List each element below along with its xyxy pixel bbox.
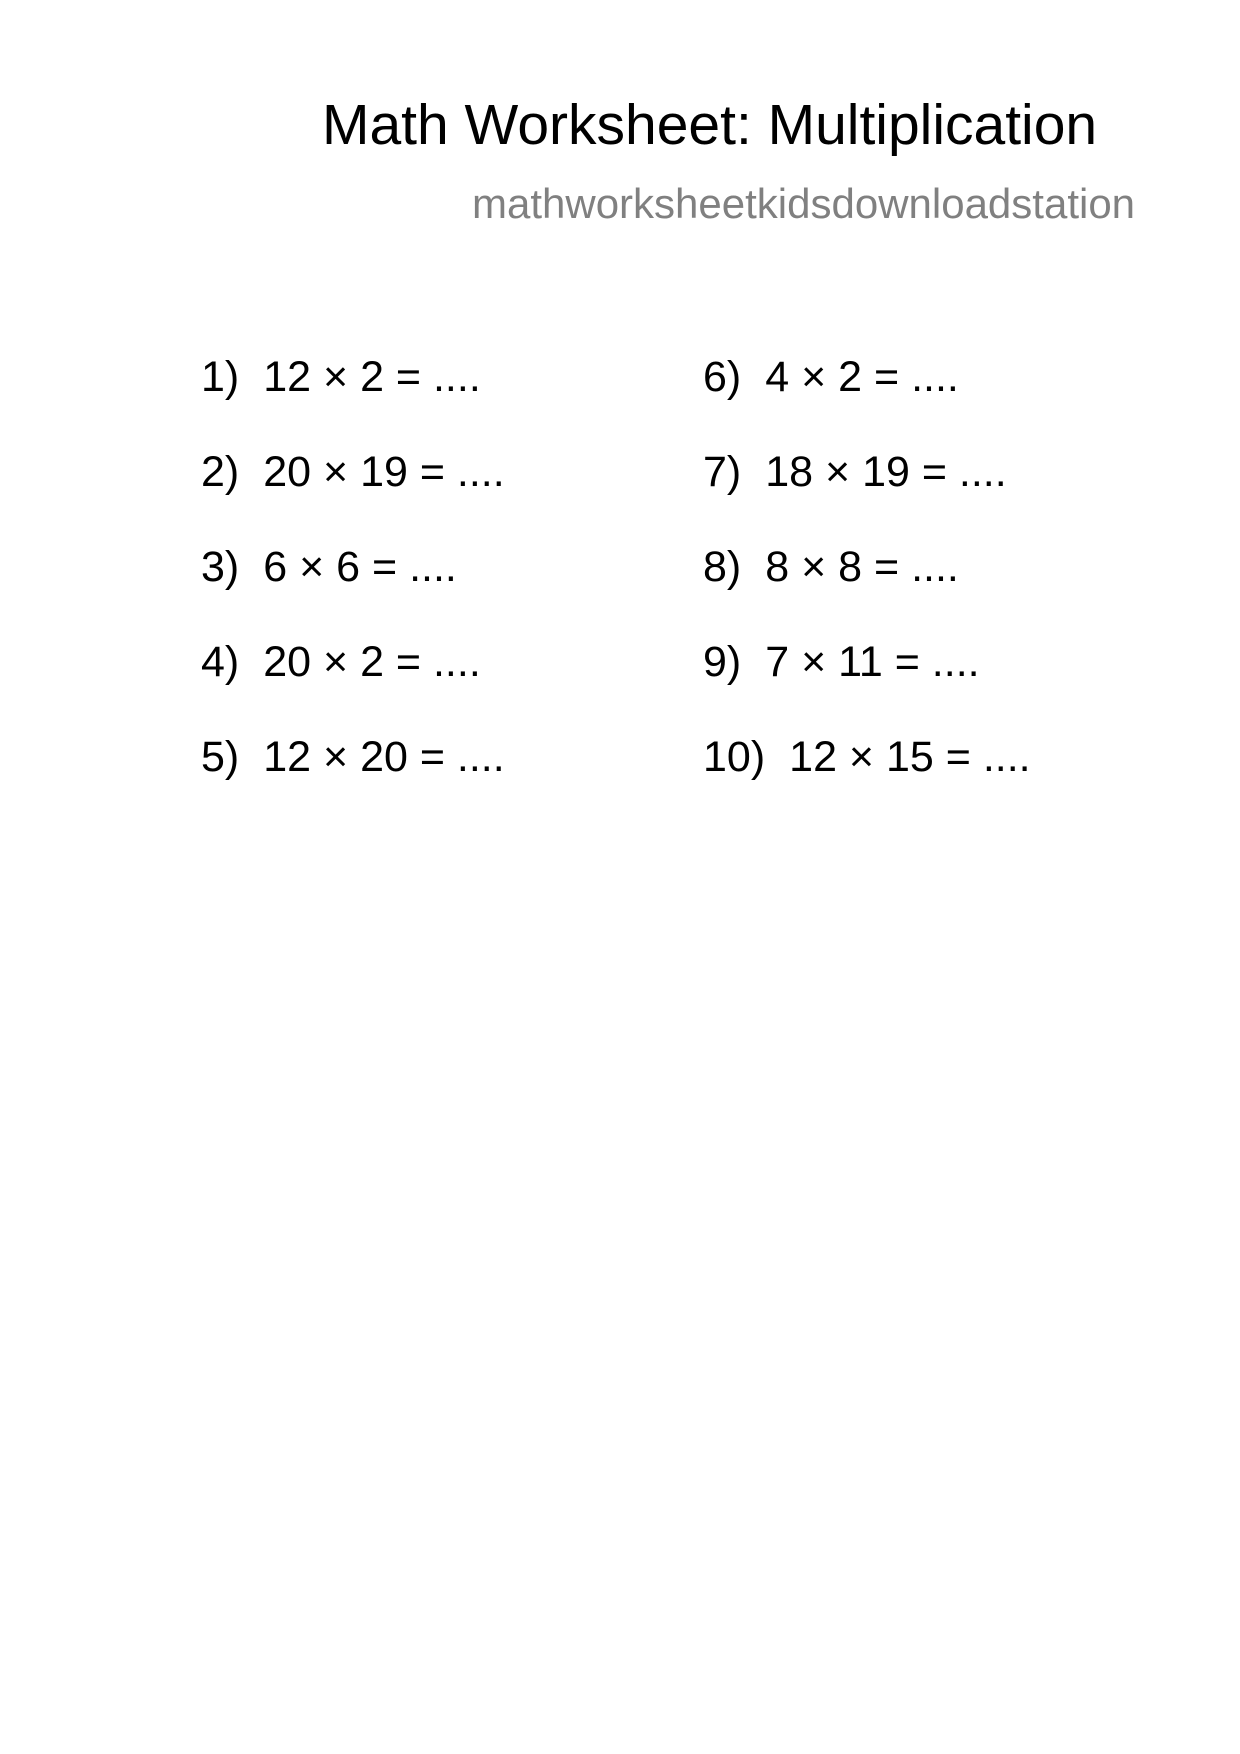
problem-column-right — [703, 353, 1031, 831]
problem-expression: 18 × 19 = .... — [765, 448, 1007, 496]
problem-expression: 12 × 2 = .... — [263, 353, 481, 401]
problem-item — [201, 733, 505, 831]
problem-item — [703, 638, 1031, 736]
problem-item — [201, 448, 505, 546]
problem-column-left — [201, 353, 505, 831]
problem-expression: 6 × 6 = .... — [263, 543, 457, 591]
problem-expression: 12 × 15 = .... — [789, 733, 1031, 781]
problem-number: 7) — [703, 448, 742, 496]
problem-number: 8) — [703, 543, 742, 591]
problem-item — [703, 448, 1031, 546]
problem-item — [201, 543, 505, 641]
problem-number: 3) — [201, 543, 240, 591]
problem-expression: 20 × 19 = .... — [263, 448, 505, 496]
problem-expression: 7 × 11 = .... — [765, 638, 980, 686]
problem-expression: 4 × 2 = .... — [765, 353, 959, 401]
problem-number: 9) — [703, 638, 742, 686]
problem-item — [201, 353, 505, 451]
problem-number: 2) — [201, 448, 240, 496]
problem-expression: 20 × 2 = .... — [263, 638, 481, 686]
problem-expression: 8 × 8 = .... — [765, 543, 959, 591]
problem-number: 6) — [703, 353, 742, 401]
problem-item — [703, 543, 1031, 641]
problem-expression: 12 × 20 = .... — [263, 733, 505, 781]
problem-item — [703, 353, 1031, 451]
problem-number: 10) — [703, 733, 766, 781]
problem-number: 4) — [201, 638, 240, 686]
site-name: mathworksheetkidsdownloadstation — [472, 180, 1136, 227]
problem-number: 1) — [201, 353, 240, 401]
problem-item — [201, 638, 505, 736]
problem-number: 5) — [201, 733, 240, 781]
page-title: Math Worksheet: Multiplication — [322, 93, 1098, 157]
problem-item — [703, 733, 1031, 831]
